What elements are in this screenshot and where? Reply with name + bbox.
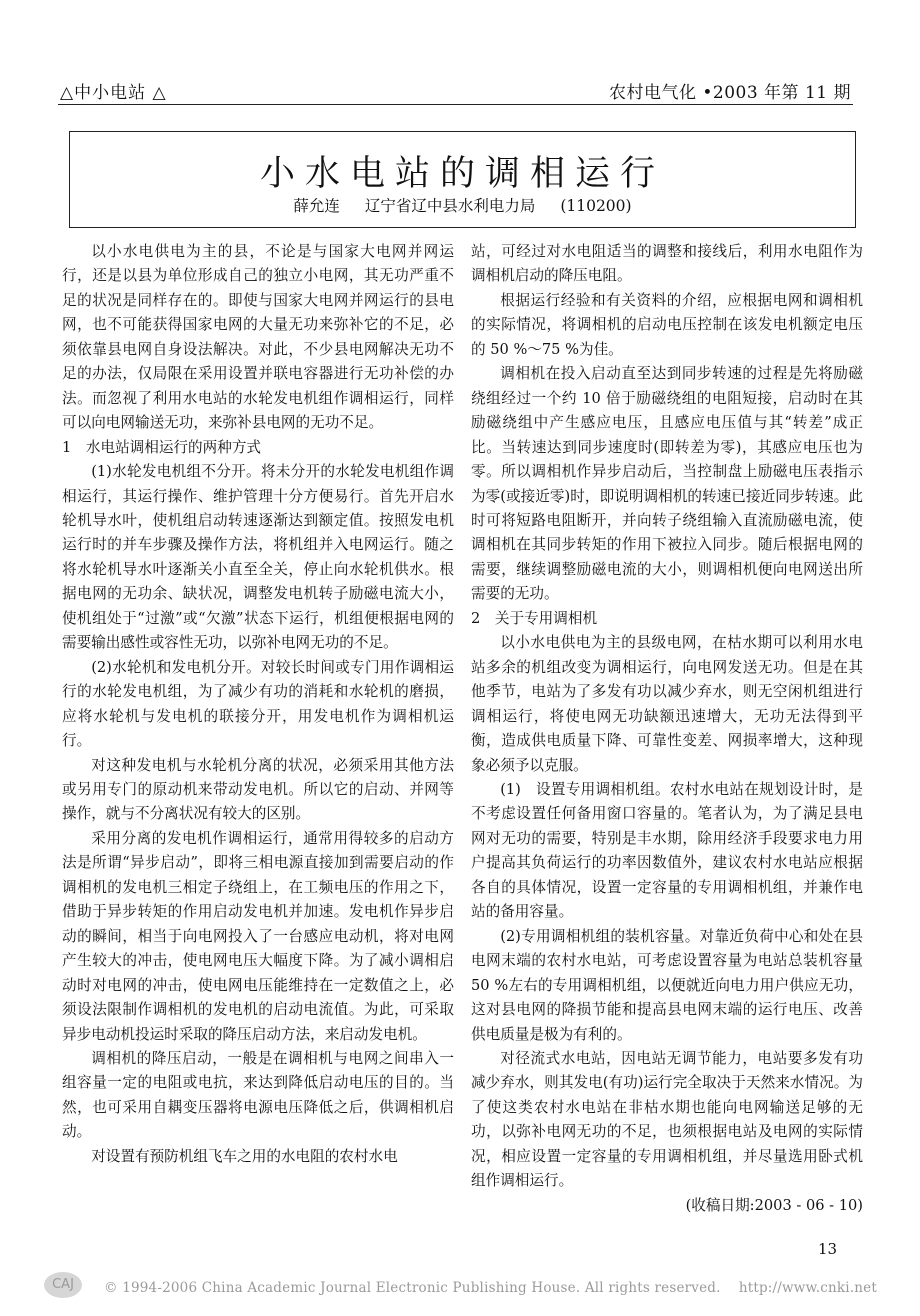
- paragraph: 采用分离的发电机作调相运行，通常用得较多的启动方法是所谓“异步启动”，即将三相电源直接加到需要启动的作调相机的发电机三相定子绕组上，在工频电压的作用之下，借助于异步转矩的作用启动发电机并加速。发电机作异步启动的瞬间，相当于向电网投入了一台感应电动机，将对电网产生较大的冲击，使电网电压大幅度下降。为了减小调相启动时对电网的冲击，使电网电压能维持在一定数值之上，必须设法限制作调相机的发电机的启动电流值。为此，可采取异步电动机投运时采取的降压启动方法，来启动发电机。: [62, 829, 454, 1043]
- paragraph: 根据运行经验和有关资料的介绍，应根据电网和调相机的实际情况，将调相机的启动电压控制在该发电机额定电压的 50 %～75 %为佳。: [471, 291, 863, 358]
- section-label: △中小电站 △: [60, 83, 167, 103]
- paragraph: 以小水电供电为主的县，不论是与国家大电网并网运行，还是以县为单位形成自己的独立小电网，其无功严重不足的状况是同样存在的。即使与国家大电网并网运行的县电网，也不可能获得国家电网的大量无功来弥补它的不足，必须依靠县电网自身设法解决。对此，不少县电网解决无功不足的办法，仅局限在采用设置并联电容器进行无功补偿的办法。而忽视了利用水电站的水轮发电机组作调相运行，同样可以向电网输送无功，来弥补县电网的无功不足。: [62, 243, 454, 432]
- paragraph: 调相机的降压启动，一般是在调相机与电网之间串入一组容量一定的电阻或电抗，来达到降低启动电压的目的。当然，也可采用自耦变压器将电源电压降低之后，供调相机启动。: [62, 1049, 454, 1141]
- page-number: 13: [818, 1240, 838, 1258]
- right-column: [471, 240, 863, 1218]
- left-column: [62, 240, 454, 1169]
- paragraph: (2)水轮机和发电机分开。对较长时间或专门用作调相运行的水轮发电机组，为了减少有功的消耗和水轮机的磨损，应将水轮机与发电机的联接分开，用发电机作为调相机运行。: [62, 658, 454, 750]
- author-name: 薛允连: [293, 197, 340, 215]
- paragraph: (2)专用调相机组的装机容量。对靠近负荷中心和处在县电网末端的农村水电站，可考虑设置容量为电站总装机容量 50 %左右的专用调相机组，以便就近向电力用户供应无功，这对县电网的降损节能和提高县电网末端的运行电压、改善供电质量是极为有利的。: [471, 927, 863, 1043]
- author-affiliation: 辽宁省辽中县水利电力局: [364, 197, 536, 215]
- paragraph: (1) 设置专用调相机组。农村水电站在规划设计时，是不考虑设置任何备用窗口容量的。笔者认为，为了满足县电网对无功的需要，特别是丰水期，除用经济手段要求电力用户提高其负荷运行的功率因数值外，建议农村水电站应根据各自的具体情况，设置一定容量的专用调相机组，并兼作电站的备用容量。: [471, 780, 863, 921]
- paragraph: (1)水轮发电机组不分开。将未分开的水轮发电机组作调相运行，其运行操作、维护管理十分方便易行。首先开启水轮机导水叶，使机组启动转速逐渐达到额定值。按照发电机运行时的并车步骤及操作方法，将机组并入电网运行。随之将水轮机导水叶逐渐关小直至全关，停止向水轮机供水。根据电网的无功余、缺状况，调整发电机转子励磁电流大小，使机组处于“过激”或“欠激”状态下运行，机组便根据电网的需要输出感性或容性无功，以弥补电网无功的不足。: [62, 463, 454, 652]
- journal-issue: 农村电气化 •2003 年第 11 期: [608, 83, 851, 103]
- paragraph: 对设置有预防机组飞车之用的水电阻的农村水电: [91, 1147, 398, 1165]
- paragraph: 对这种发电机与水轮机分离的状况，必须采用其他方法或另用专门的原动机来带动发电机。所以它的启动、并网等操作，就与不分离状况有较大的区别。: [62, 756, 454, 823]
- postcode: (110200): [560, 197, 632, 215]
- paragraph: 调相机在投入启动直至达到同步转速的过程是先将励磁绕组经过一个约 10 倍于励磁绕组的电阻短接，启动时在其励磁绕组中产生感应电压，且感应电压值与其“转差”成正比。当转速达到同步速度时(即转差为零)，其感应电压也为零。所以调相机作异步启动后，当控制盘上励磁电压表指示为零(或接近零)时，即说明调相机的转速已接近同步转速。此时可将短路电阻断开，并向转子绕组输入直流励磁电流，使调相机在其同步转矩的作用下被拉入同步。随后根据电网的需要，继续调整励磁电流的大小，则调相机便向电网送出所需要的无功。: [471, 365, 863, 603]
- paragraph-continued: 站，可经过对水电阻适当的调整和接线后，利用水电阻作为调相机启动的降压电阻。: [471, 243, 863, 285]
- paragraph: 以小水电供电为主的县级电网，在枯水期可以利用水电站多余的机组改变为调相运行，向电网发送无功。但是在其他季节，电站为了多发有功以减少弃水，则无空闲机组进行调相运行，将使电网无功缺额迅速增大，无功无法得到平衡，造成供电质量下降、可靠性变差、网损率增大，这种现象必须予以克服。: [471, 634, 863, 774]
- copyright-notice: © 1994-2006 China Academic Journal Electronic Publishing House. All rights reserved. http://www.cnki.net: [104, 1280, 877, 1296]
- cnki-logo-icon: CAJ: [44, 1272, 82, 1298]
- section-heading: 1 水电站调相运行的两种方式: [62, 438, 262, 456]
- running-header: [58, 70, 853, 105]
- paragraph: 对径流式水电站，因电站无调节能力，电站要多发有功减少弃水，则其发电(有功)运行完全取决于天然来水情况。为了使这类农村水电站在非枯水期也能向电网输送足够的无功，以弥补电网无功的不足，也须根据电站及电网的实际情况，相应设置一定容量的专用调相机组，并尽量选用卧式机组作调相运行。: [471, 1049, 863, 1190]
- footer: [0, 1268, 920, 1308]
- section-heading: 2 关于专用调相机: [471, 609, 598, 627]
- received-date: (收稿日期:2003 - 06 - 10): [685, 1196, 863, 1214]
- article-title: 小水电站的调相运行: [259, 154, 665, 194]
- byline: [70, 194, 855, 216]
- title-box: [69, 131, 856, 228]
